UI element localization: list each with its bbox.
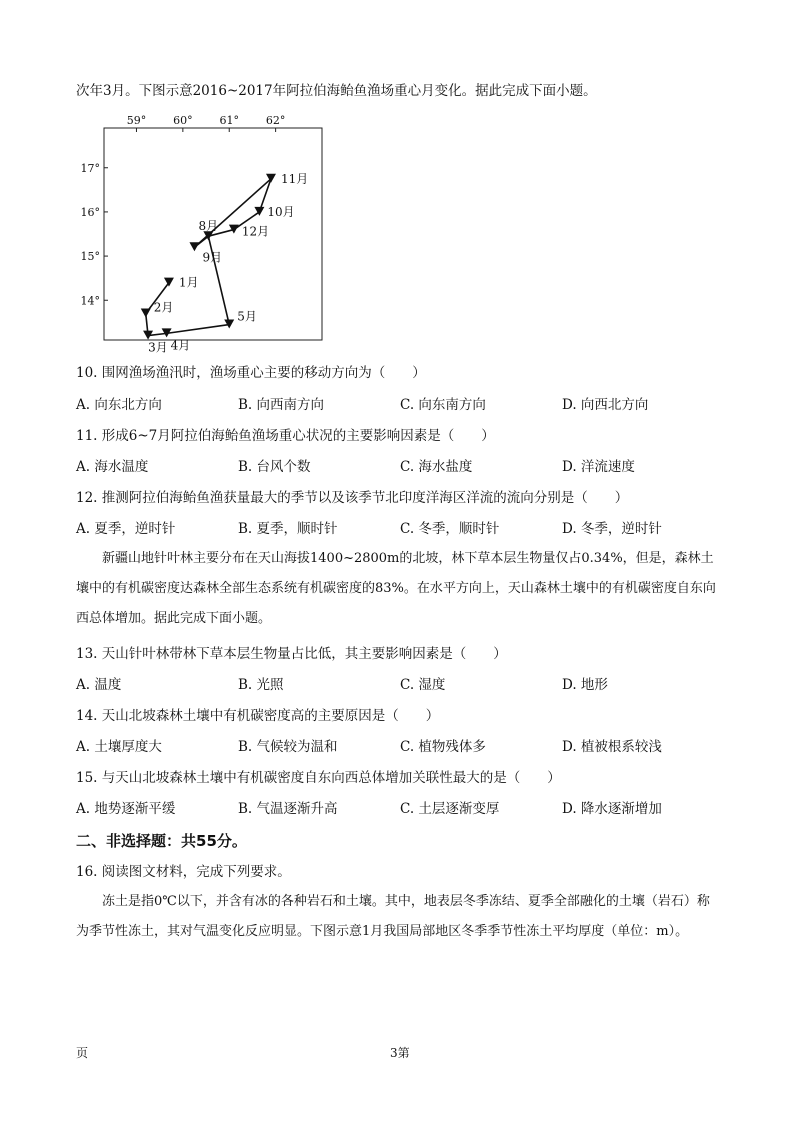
question-12-stem: 12. 推测阿拉伯海鲐鱼渔获量最大的季节以及该季节北印度洋海区洋流的流向分别是（ ）: [76, 490, 629, 506]
month-marker: [164, 278, 174, 287]
question-10-option-b[interactable]: B. 向西南方向: [238, 397, 325, 413]
question-12-option-c[interactable]: C. 冬季，顺时针: [400, 521, 500, 537]
question-10-options: [76, 396, 716, 414]
month-label: 3月: [148, 340, 168, 355]
question-15-options: [76, 800, 716, 818]
month-label: 8月: [198, 219, 219, 234]
y-tick-label: 14°: [80, 294, 100, 308]
question-15-option-c[interactable]: C. 土层逐渐变厚: [400, 801, 500, 817]
question-11-option-b[interactable]: B. 台风个数: [238, 459, 311, 475]
question-16-stem: 16. 阅读图文材料，完成下列要求。: [76, 864, 291, 880]
question-12-option-d[interactable]: D. 冬季，逆时针: [562, 521, 662, 537]
x-tick-label: 62°: [265, 114, 286, 127]
x-tick-label: 61°: [219, 114, 239, 127]
question-13-option-d[interactable]: D. 地形: [562, 677, 608, 693]
question-11-options: [76, 458, 716, 476]
question-10-option-d[interactable]: D. 向西北方向: [562, 397, 649, 413]
passage-xinjiang-text: 新疆山地针叶林主要分布在天山海拔1400~2800m的北坡，林下草本层生物量仅占0.34%，但是，森林土壤中的有机碳密度达森林全部生态系统有机碳密度的83%。在水平方向上，天山森林土壤中的有机碳密度自东向西总体增加。据此完成下面小题。: [76, 551, 716, 626]
question-11-option-d[interactable]: D. 洋流速度: [562, 459, 635, 475]
question-15-stem: 15. 与天山北坡森林土壤中有机碳密度自东向西总体增加关联性最大的是（ ）: [76, 770, 561, 786]
question-12-option-b[interactable]: B. 夏季，顺时针: [238, 521, 338, 537]
x-tick-label: 59°: [126, 114, 147, 127]
question-11-stem: 11. 形成6~7月阿拉伯海鲐鱼渔场重心状况的主要影响因素是（ ）: [76, 428, 495, 444]
question-13-option-c[interactable]: C. 湿度: [400, 677, 446, 693]
question-10-option-c[interactable]: C. 向东南方向: [400, 397, 486, 413]
month-label: 5月: [237, 309, 257, 324]
question-10-option-a[interactable]: A. 向东北方向: [76, 397, 162, 413]
footer-left: 页: [76, 1046, 89, 1060]
question-14-option-d[interactable]: D. 植被根系较浅: [562, 739, 662, 755]
month-label: 12月: [241, 224, 270, 239]
question-13-stem: 13. 天山针叶林带林下草本层生物量占比低，其主要影响因素是（ ）: [76, 646, 507, 662]
y-tick-label: 15°: [80, 250, 100, 264]
question-11-option-c[interactable]: C. 海水盐度: [400, 459, 473, 475]
question-11-option-a[interactable]: A. 海水温度: [76, 459, 149, 475]
intro-line: 次年3月。下图示意2016~2017年阿拉伯海鲐鱼渔场重心月变化。据此完成下面小题。: [76, 83, 597, 99]
question-12-options: [76, 520, 716, 538]
y-tick-label: 16°: [80, 205, 100, 219]
month-label: 1月: [178, 275, 199, 290]
question-14-option-b[interactable]: B. 气候较为温和: [238, 739, 338, 755]
question-13-options: [76, 676, 716, 694]
passage-frozen-soil-text: 冻土是指0℃以下，并含有冰的各种岩石和土壤。其中，地表层冬季冻结、夏季全部融化的土壤（岩石）称为季节性冻土，其对气温变化反应明显。下图示意1月我国局部地区冬季季节性冻土平均厚度（单位：m）。: [76, 894, 710, 939]
map-frame: [104, 128, 322, 340]
month-label: 11月: [280, 171, 309, 186]
month-marker: [224, 320, 234, 329]
month-label: 2月: [153, 300, 174, 315]
question-14-option-c[interactable]: C. 植物残体多: [400, 739, 486, 755]
month-marker: [141, 309, 151, 318]
question-14-option-a[interactable]: A. 土壤厚度大: [76, 739, 162, 755]
question-14-options: [76, 738, 716, 756]
fishing-ground-map: [76, 112, 326, 355]
question-12-option-a[interactable]: A. 夏季，逆时针: [76, 521, 176, 537]
question-10-stem: 10. 围网渔场渔汛时，渔场重心主要的移动方向为（ ）: [76, 365, 426, 381]
question-14-stem: 14. 天山北坡森林土壤中有机碳密度高的主要原因是（ ）: [76, 708, 440, 724]
passage-frozen-soil: [76, 887, 716, 947]
question-15-option-b[interactable]: B. 气温逐渐升高: [238, 801, 338, 817]
question-15-option-a[interactable]: A. 地势逐渐平缓: [76, 801, 176, 817]
question-15-option-d[interactable]: D. 降水逐渐增加: [562, 801, 662, 817]
month-marker: [189, 242, 199, 251]
footer-page-number: 3第: [390, 1046, 410, 1060]
x-tick-label: 60°: [173, 114, 193, 127]
month-label: 4月: [170, 338, 191, 353]
question-13-option-a[interactable]: A. 温度: [76, 677, 122, 693]
month-label: 10月: [267, 204, 295, 219]
question-13-option-b[interactable]: B. 光照: [238, 677, 284, 693]
migration-path-segment: [167, 325, 230, 334]
month-marker: [229, 225, 239, 234]
passage-xinjiang: [76, 544, 716, 634]
y-tick-label: 17°: [80, 161, 100, 175]
month-label: 9月: [202, 250, 223, 265]
section-2-title: 二、非选择题：共55分。: [76, 832, 247, 850]
